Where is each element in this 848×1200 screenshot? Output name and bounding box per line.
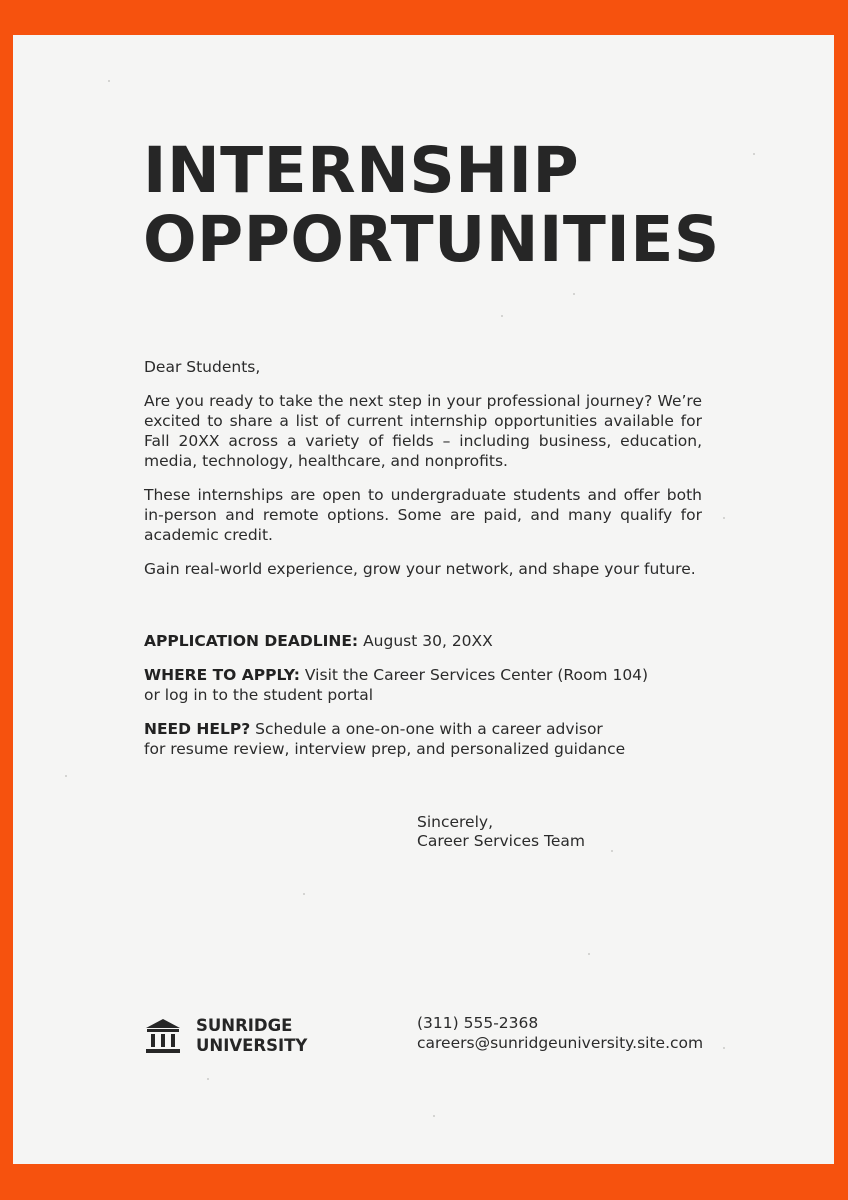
paper-speck bbox=[588, 953, 590, 955]
paper-speck bbox=[573, 293, 575, 295]
signoff bbox=[417, 813, 585, 851]
paper-speck bbox=[753, 153, 755, 155]
title-line-2: OPPORTUNITIES bbox=[143, 203, 720, 276]
closing-text: Sincerely, bbox=[417, 813, 494, 831]
paper-speck bbox=[723, 517, 725, 519]
letter-paragraph-3: Gain real-world experience, grow your network, and shape your future. bbox=[144, 560, 696, 578]
letter-body bbox=[144, 357, 702, 593]
paper-speck bbox=[723, 1047, 725, 1049]
apply-line-2: or log in to the student portal bbox=[144, 686, 374, 704]
deadline-value: August 30, 20XX bbox=[363, 632, 493, 650]
page-title bbox=[143, 136, 720, 274]
title-line-1: INTERNSHIP bbox=[143, 134, 580, 207]
university-name-line-1: SUNRIDGE bbox=[196, 1016, 293, 1035]
paper-speck bbox=[108, 80, 110, 82]
help-line-2: for resume review, interview prep, and personalized guidance bbox=[144, 740, 626, 758]
letter-paragraph-1: Are you ready to take the next step in your professional journey? We’re excited to share a list of current internship opportunities available for Fall 20XX across a variety of fields – including business, education, media, technology, healthcare, and nonprofits. bbox=[144, 392, 702, 470]
letter-paragraph-2: These internships are open to undergraduate students and offer both in-person and remote options. Some are paid, and many qualify for academic credit. bbox=[144, 486, 702, 544]
help-label: NEED HELP? bbox=[144, 720, 251, 738]
paper-speck bbox=[65, 775, 67, 777]
help-item bbox=[144, 719, 744, 759]
signature-text: Career Services Team bbox=[417, 832, 585, 850]
apply-line-1: Visit the Career Services Center (Room 104) bbox=[304, 666, 649, 684]
letter-greeting: Dear Students, bbox=[144, 358, 261, 376]
university-logo bbox=[145, 1016, 307, 1056]
email-address: careers@sunridgeuniversity.site.com bbox=[417, 1034, 704, 1052]
deadline-label: APPLICATION DEADLINE: bbox=[144, 632, 359, 650]
contact-info bbox=[417, 1013, 703, 1053]
paper-speck bbox=[433, 1115, 435, 1117]
paper-speck bbox=[501, 315, 503, 317]
help-line-1: Schedule a one-on-one with a career advisor bbox=[255, 720, 603, 738]
deadline-item bbox=[144, 631, 744, 651]
application-info bbox=[144, 631, 744, 773]
university-name-line-2: UNIVERSITY bbox=[196, 1036, 308, 1055]
university-name bbox=[196, 1016, 307, 1056]
phone-number: (311) 555-2368 bbox=[417, 1014, 539, 1032]
university-building-icon bbox=[145, 1018, 181, 1054]
apply-item bbox=[144, 665, 744, 705]
paper-speck bbox=[611, 850, 613, 852]
apply-label: WHERE TO APPLY: bbox=[144, 666, 300, 684]
paper-speck bbox=[303, 893, 305, 895]
paper-speck bbox=[207, 1078, 209, 1080]
